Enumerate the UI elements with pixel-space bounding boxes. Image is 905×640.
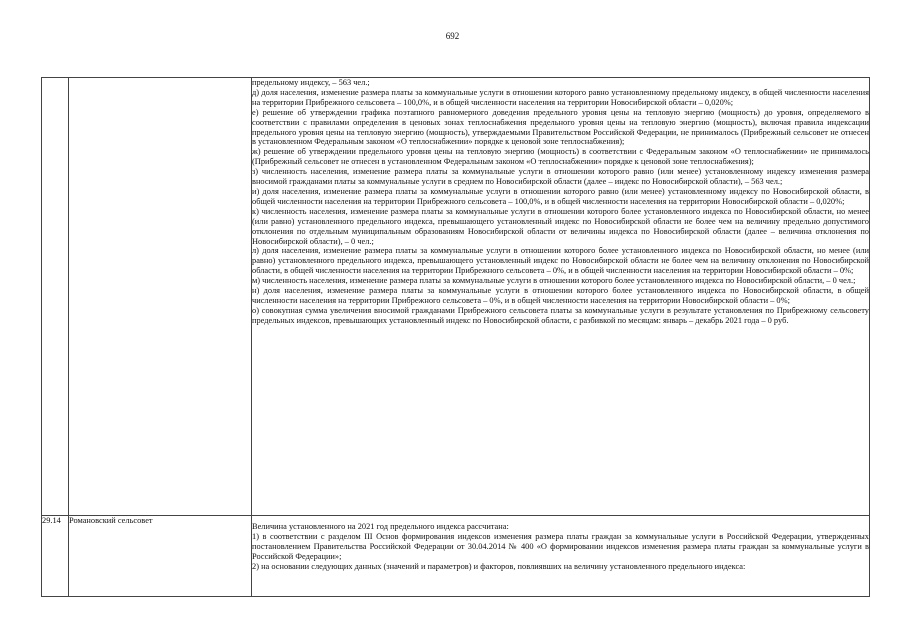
paragraph: е) решение об утверждении графика поэтапного равномерного доведения предельного уровня цены на тепловую энергию (мощность) до уровня, определяемого в соответствии с правилами определения в ценовых зонах теплоснабжения предельного уровня цены на тепловую энергию (мощность), включая правила индексации предельного уровня цены на тепловую энергию (мощность), утверждаемыми Правительством Российской Федерации, не принималось (Прибрежный сельсовет не отнесен в установленном Федеральным законом «О теплоснабжении» порядке к ценовой зоне теплоснабжения); (252, 107, 869, 147)
table-row (42, 516, 870, 597)
page-number: 692 (445, 31, 460, 41)
municipality-name (69, 78, 252, 516)
paragraph: ж) решение об утверждении предельного уровня цены на тепловую энергию (мощность) в соответствии с Федеральным законом «О теплоснабжении» не принималось (Прибрежный сельсовет не отнесен в установленном Федеральным законом «О теплоснабжении» порядке к ценовой зоне теплоснабжения); (252, 147, 869, 167)
paragraph: Величина установленного на 2021 год предельного индекса рассчитана: (252, 522, 509, 531)
row-number: 29.14 (42, 516, 69, 597)
paragraph: 1) в соответствии с разделом III Основ формирования индексов изменения размера платы граждан за коммунальные услуги в Российской Федерации, утвержденных постановлением Правительства Российской Федерации от 30.04.2014 № 400 «О формировании индексов изменения размера платы граждан за коммунальные услуги в Российской Федерации»; (252, 531, 869, 561)
paragraph: и) доля населения, изменение размера платы за коммунальные услуги в отношении которого равно (или менее) установленному индексу по Новосибирской области, в общей численности населения на территории Прибрежного сельсовета – 100,0%, и в общей численности населения на территории Новосибирской области – 0,020%; (252, 186, 869, 206)
row-number (42, 78, 69, 516)
table-row (42, 78, 870, 516)
paragraph: предельному индексу, – 563 чел.; (252, 78, 370, 87)
paragraph: д) доля населения, изменение размера платы за коммунальные услуги в отношении которого равно установленному предельному индексу, в общей численности населения на территории Прибрежного сельсовета – 100,0%, и в общей численности населения на территории Новосибирской области – 0,020%; (252, 87, 869, 107)
row-description (252, 78, 870, 516)
paragraph: о) совокупная сумма увеличения вносимой гражданами Прибрежного сельсовета платы за коммунальные услуги в результате установления по Прибрежному сельсовету предельных индексов, превышающих установленный индекс по Новосибирской области, с разбивкой по месяцам: январь – декабрь 2021 года – 0 руб. (252, 305, 869, 325)
row-description (252, 516, 870, 597)
paragraph: з) численность населения, изменение размера платы за коммунальные услуги в отношении которого равно (или менее) установленному индексу изменения размера вносимой гражданами платы за коммунальные услуги в среднем по Новосибирской области (далее – индекс по Новосибирской области), – 563 чел.; (252, 167, 869, 187)
paragraph: к) численность населения, изменение размера платы за коммунальные услуги в отношении которого более установленного индекса по Новосибирской области, но менее (или равно) установленного предельного индекса, превышающего установленный индекс по Новосибирской области не более чем на величину предельно допустимого отклонения по отдельным муниципальным образованиям Новосибирской области от величины индекса по Новосибирской области (далее – величина отклонения по Новосибирской области), – 0 чел.; (252, 206, 869, 246)
municipality-name: Романовский сельсовет (69, 516, 252, 597)
paragraph: м) численность населения, изменение размера платы за коммунальные услуги в отношении которого более установленного индекса по Новосибирской области, – 0 чел.; (252, 276, 856, 286)
index-table (41, 77, 870, 597)
paragraph: 2) на основании следующих данных (значений и параметров) и факторов, повлиявших на величину установленного предельного индекса: (252, 561, 746, 571)
paragraph: н) доля населения, изменение размера платы за коммунальные услуги в отношении которого более установленного индекса по Новосибирской области, в общей численности населения на территории Прибрежного сельсовета – 0%, и в общей численности населения на территории Новосибирской области – 0%; (252, 286, 869, 305)
paragraph: л) доля населения, изменение размера платы за коммунальные услуги в отношении которого более установленного индекса по Новосибирской области, но менее (или равно) установленного предельного индекса, превышающего установленный индекс по Новосибирской области не более чем на величину отклонения по Новосибирской области, в общей численности населения на территории Прибрежного сельсовета – 0%, и в общей численности населения на территории Новосибирской области – 0%; (252, 246, 869, 276)
